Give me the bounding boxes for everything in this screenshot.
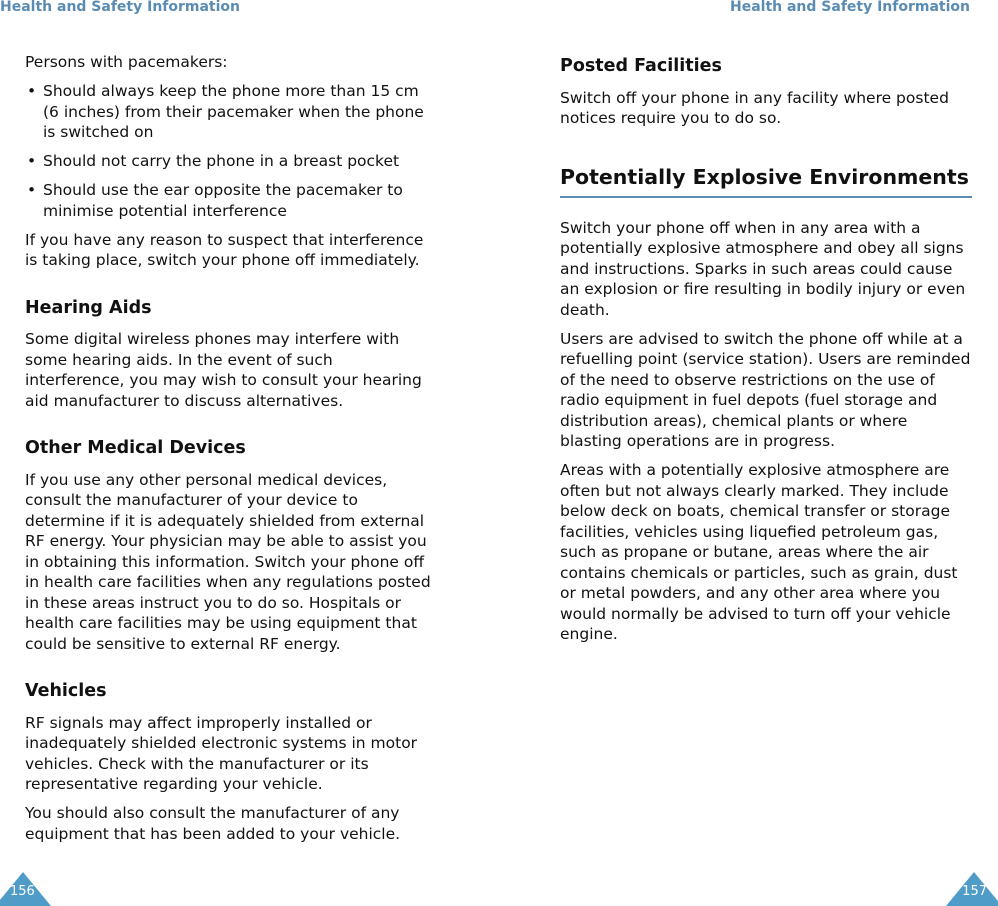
list-item-text: Should always keep the phone more than 15 cm (6 inches) from their pacemaker when the phone is switched on [43,82,424,141]
other-medical-devices-heading: Other Medical Devices [25,438,246,458]
page-number-right: 157 [962,884,987,899]
left-page-column [25,52,437,853]
running-head-right: Health and Safety Information [729,0,970,15]
list-item [25,81,437,143]
posted-facilities-heading: Posted Facilities [560,56,722,76]
list-item-text: Should use the ear opposite the pacemaker to minimise potential interference [43,181,403,220]
bullet-icon: • [27,181,37,199]
right-page-column [560,53,972,653]
explosive-paragraph-3: Areas with a potentially explosive atmosphere are often but not always clearly marked. They include below deck on boats, chemical transfer or storage facilities, vehicles using liquefied petroleum gas, such as propane or butane, areas where the air contains chemicals or particles, such as grain, dust or metal powders, and any other area where you would normally be advised to turn off your vehicle engine. [560,461,958,643]
vehicles-paragraph-1: RF signals may affect improperly installed or inadequately shielded electronic systems in motor vehicles. Check with the manufacturer or its representative regarding your vehicle. [25,713,418,793]
interference-paragraph: If you have any reason to suspect that interference is taking place, switch your phone off immediately. [25,230,424,269]
vehicles-paragraph-2: You should also consult the manufacturer of any equipment that has been added to your vehicle. [25,804,401,843]
list-item [25,180,437,221]
running-head-left: Health and Safety Information [0,0,241,15]
hearing-aids-paragraph: Some digital wireless phones may interfere with some hearing aids. In the event of such interference, you may wish to consult your hearing aid manufacturer to discuss alternatives. [25,330,422,410]
pacemaker-bullet-list [25,81,437,221]
list-item [25,151,437,172]
posted-facilities-paragraph: Switch off your phone in any facility where posted notices require you to do so. [560,88,949,127]
page-number-left: 156 [10,884,35,899]
bullet-icon: • [27,82,37,100]
explosive-paragraph-1: Switch your phone off when in any area with a potentially explosive atmosphere and obey all signs and instructions. Sparks in such areas could cause an explosion or fire resulting in bodily injury or even death. [560,218,966,319]
page-number-tab-left [0,866,51,906]
page-number-tab-right [946,866,998,906]
other-medical-devices-paragraph: If you use any other personal medical devices, consult the manufacturer of your device to determine if it is adequately shielded from external RF energy. Your physician may be able to assist you in obtaining this information. Switch your phone off in health care facilities when any regulations posted in these areas instruct you to do so. Hospitals or health care facilities may be using equipment that could be sensitive to external RF energy. [25,470,431,653]
bullet-icon: • [27,152,37,170]
explosive-paragraph-2: Users are advised to switch the phone off while at a refuelling point (service station). Users are reminded of the need to observe restrictions on the use of radio equipment in fuel depots (fuel storage and distribution areas), chemical plants or where blasting operations are in progress. [560,329,971,450]
hearing-aids-heading: Hearing Aids [25,297,152,318]
pacemaker-intro: Persons with pacemakers: [25,53,228,71]
list-item-text: Should not carry the phone in a breast pocket [43,152,400,170]
explosive-environments-heading: Potentially Explosive Environments [560,162,972,198]
vehicles-heading: Vehicles [25,681,107,701]
